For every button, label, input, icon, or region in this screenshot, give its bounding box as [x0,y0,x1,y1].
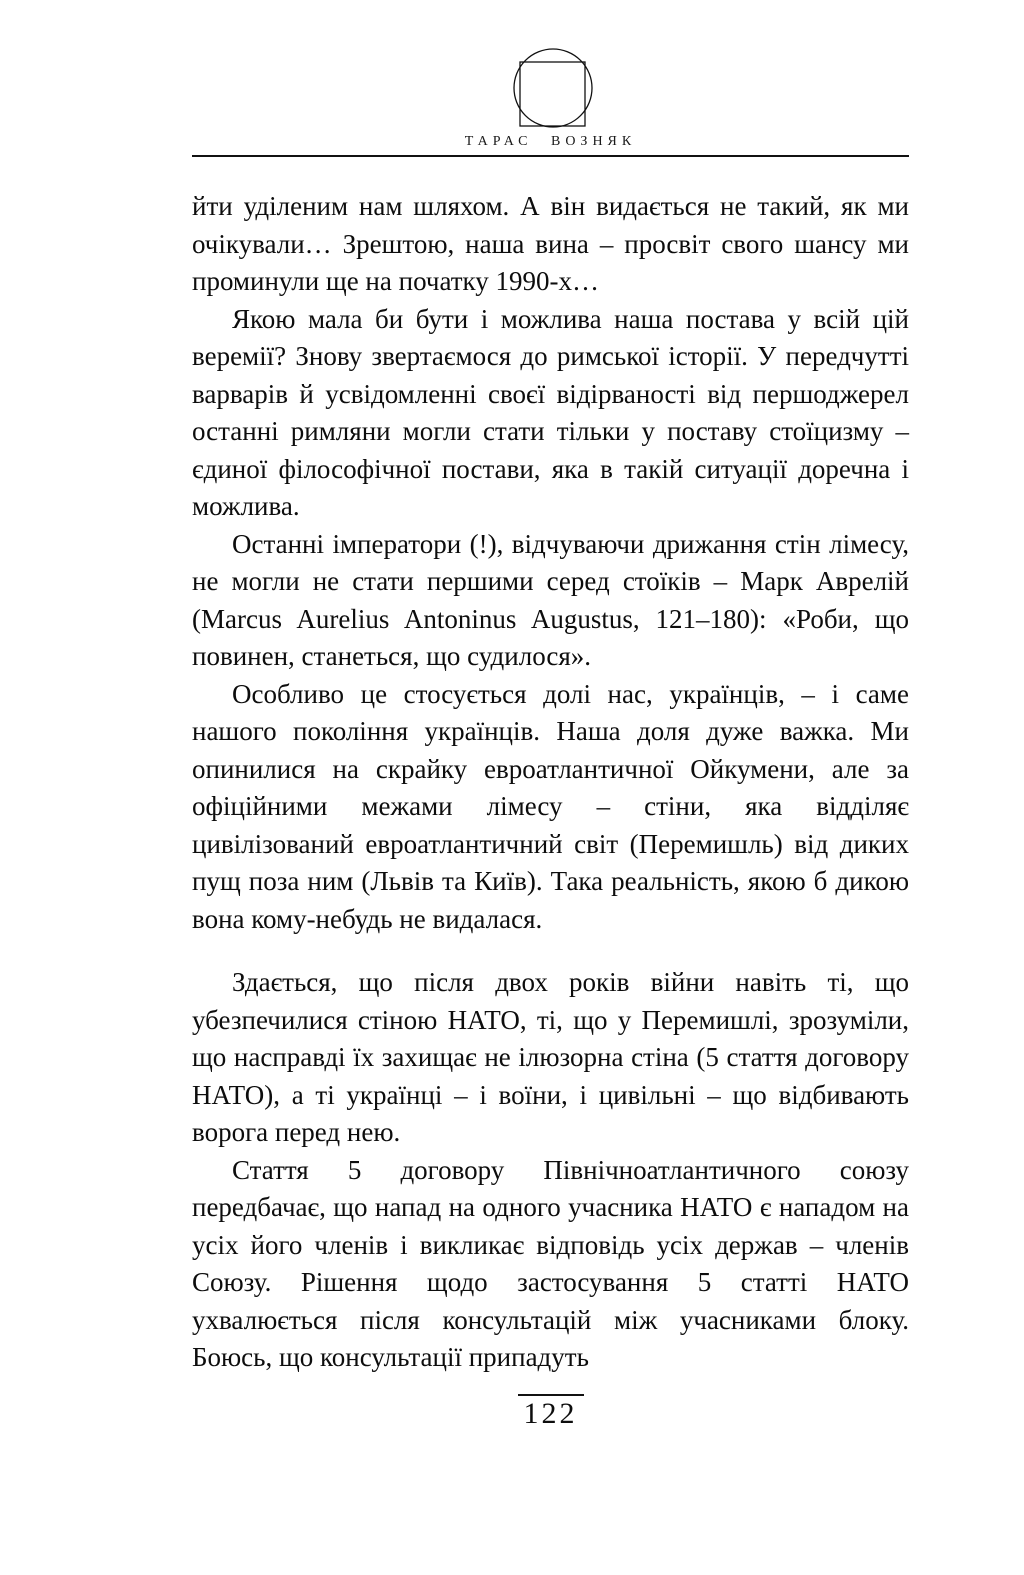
page-number: 122 [518,1394,584,1431]
page-footer [192,1394,909,1431]
paragraph: Стаття 5 договору Північноатлантичного союзу передбачає, що напад на одного учасника НАТО є нападом на усіх його членів і викликає відповідь усіх держав – членів Союзу. Рішення щодо застосування 5 статті НАТО ухвалюється після консультацій між учасниками блоку. Боюсь, що консультації припадуть [192,1154,909,1372]
body-text [192,188,909,1377]
paragraph: Якою мала би бути і можлива наша постава у всій цій веремії? Знову звертаємося до римської історії. У передчутті варварів й усвідомленні своєї відірваності від першоджерел останні римляни могли стати тільки у поставу стоїцизму – єдиної філософічної постави, яка в такій ситуації доречна і можлива. [192,303,909,521]
page-content [192,0,909,1377]
paragraph: Особливо це стосується долі нас, українців, – і саме нашого покоління українців. Наша доля дуже важка. Ми опинилися на скрайку евроатлантичної Ойкумени, але за офіційними межами лімесу – стіни, яка відділяє цивілізований евроатлантичний світ (Перемишль) від диких пущ поза ним (Львів та Київ). Така реальність, якою б дикою вона кому-небудь не видалася. [192,678,909,934]
header-rule [192,155,909,157]
paragraph: Останні імператори (!), відчуваючи дрижання стін лімесу, не могли не стати першими серед стоїків – Марк Аврелій (Marcus Aurelius Antoninus Augustus, 121–180): «Роби, що повинен, станеться, що судилося». [192,528,909,671]
author-header: ТАРАС ВОЗНЯК [464,134,637,149]
paragraph: йти уділеним нам шляхом. А він видається не такий, як ми очікували… Зрештою, наша вина – просвіт свого шансу ми проминули ще на початку 1990-х… [192,191,909,296]
paragraph: Здається, що після двох років війни навіть ті, що убезпечилися стіною НАТО, ті, що у Перемишлі, зрозуміли, що насправді їх захищає не ілюзорна стіна (5 стаття договору НАТО), а ті українці – і воїни, і цивільні – що відбивають ворога перед нею. [192,967,909,1147]
